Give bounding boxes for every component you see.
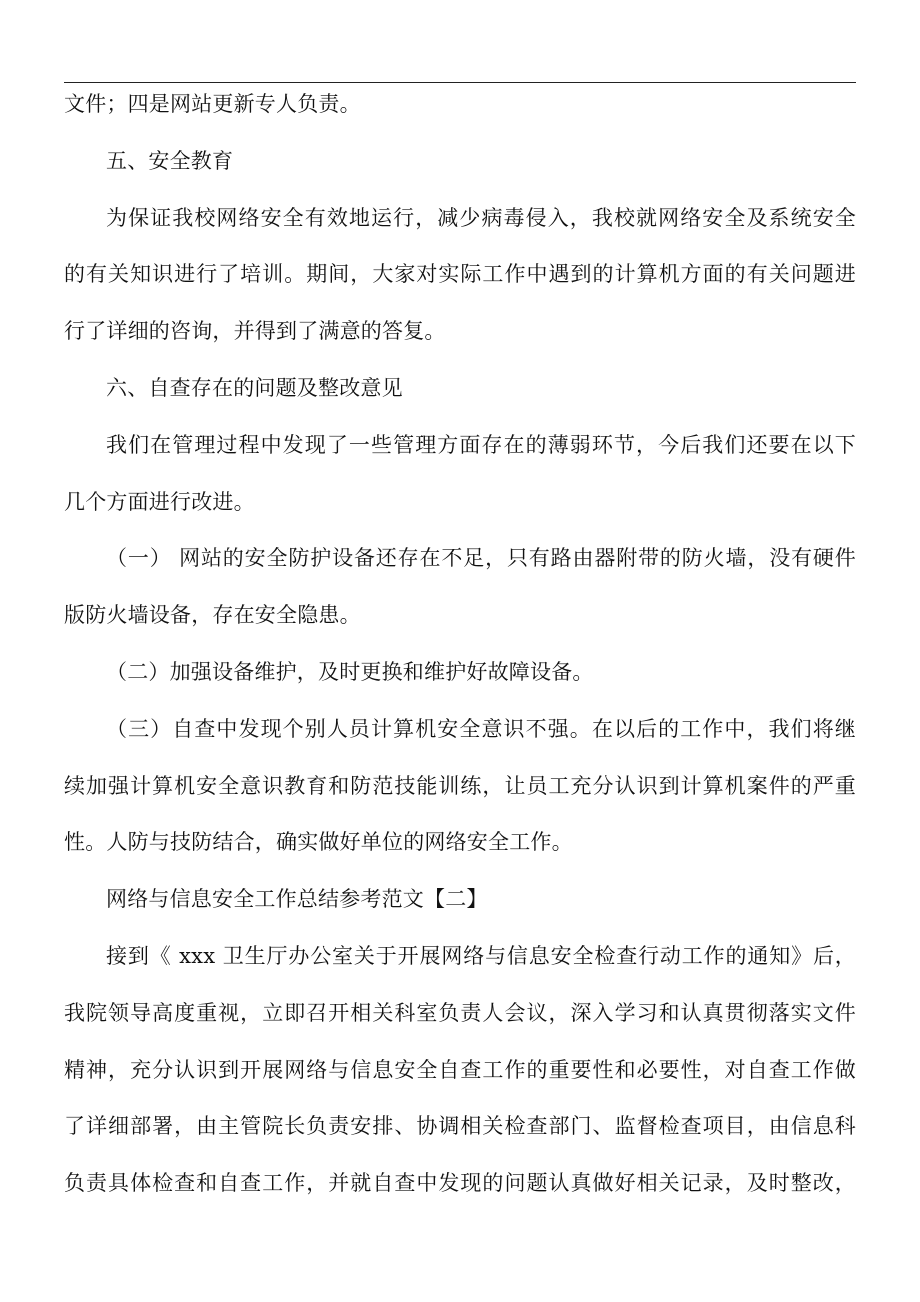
document-body bbox=[64, 86, 856, 1222]
text-line: 为保证我校网络安全有效地运行，减少病毒侵入，我校就网络安全及系统安全 bbox=[106, 205, 856, 230]
section-title-sample-two: 网络与信息安全工作总结参考范文【二】 bbox=[106, 887, 488, 912]
list-item-1: （一） 网站的安全防护设备还存在不足，只有路由器附带的防火墙，没有硬件 bbox=[106, 546, 856, 571]
text-line: 几个方面进行改进。 bbox=[64, 489, 255, 514]
list-item-2: （二）加强设备维护，及时更换和维护好故障设备。 bbox=[106, 659, 594, 684]
section-heading-safety-education: 五、安全教育 bbox=[106, 148, 234, 173]
text-line: 我院领导高度重视，立即召开相关科室负责人会议，深入学习和认真贯彻落实文件 bbox=[64, 1000, 856, 1025]
text-line: 接到《 xxx 卫生厅办公室关于开展网络与信息安全检查行动工作的通知》后， bbox=[106, 943, 856, 968]
text-line: 负责具体检查和自查工作，并就自查中发现的问题认真做好相关记录，及时整改， bbox=[64, 1171, 856, 1196]
text-line: 的有关知识进行了培训。期间，大家对实际工作中遇到的计算机方面的有关问题进 bbox=[64, 262, 856, 287]
text-line: 精神，充分认识到开展网络与信息安全自查工作的重要性和必要性，对自查工作做 bbox=[64, 1057, 856, 1082]
text-line: 续加强计算机安全意识教育和防范技能训练，让员工充分认识到计算机案件的严重 bbox=[64, 773, 856, 798]
section-heading-issues: 六、自查存在的问题及整改意见 bbox=[106, 375, 403, 400]
header-rule bbox=[64, 82, 856, 83]
text-line: 我们在管理过程中发现了一些管理方面存在的薄弱环节，今后我们还要在以下 bbox=[106, 432, 856, 457]
text-line: 文件；四是网站更新专人负责。 bbox=[64, 92, 361, 116]
text-line: 行了详细的咨询，并得到了满意的答复。 bbox=[64, 319, 446, 344]
list-item-3: （三）自查中发现个别人员计算机安全意识不强。在以后的工作中，我们将继 bbox=[106, 716, 856, 741]
text-line: 了详细部署，由主管院长负责安排、协调相关检查部门、监督检查项目，由信息科 bbox=[64, 1114, 856, 1139]
text-line: 版防火墙设备，存在安全隐患。 bbox=[64, 603, 361, 628]
text-line: 性。人防与技防结合，确实做好单位的网络安全工作。 bbox=[64, 830, 573, 855]
